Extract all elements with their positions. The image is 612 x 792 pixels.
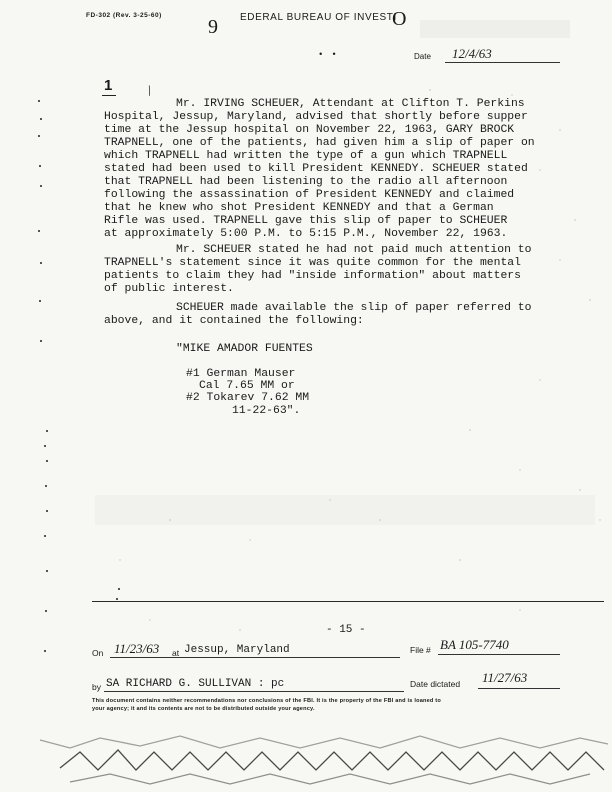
para1-line: that he knew who shot President KENNEDY and that a German xyxy=(104,202,494,214)
page-marker-underline xyxy=(102,95,116,96)
para1-line: TRAPNELL, one of the patients, had given him a slip of paper on xyxy=(104,137,535,149)
slip-name: "MIKE AMADOR FUENTES xyxy=(176,343,313,355)
date-underline xyxy=(445,62,560,63)
by-label: by xyxy=(92,682,101,692)
slip-line: 11-22-63". xyxy=(232,405,301,417)
page-number: - 15 - xyxy=(326,624,366,636)
check-mark: ⁄ xyxy=(142,82,158,102)
para1-line: time at the Jessup hospital on November 22, 1963, GARY BROCK xyxy=(104,124,515,136)
file-underline xyxy=(438,654,560,655)
by-value: SA RICHARD G. SULLIVAN : pc xyxy=(106,678,285,690)
on-label: On xyxy=(92,648,104,658)
para3-line: SCHEUER made available the slip of paper referred to xyxy=(176,302,532,314)
slip-line: #2 Tokarev 7.62 MM xyxy=(186,392,310,404)
para1-line: Mr. IRVING SCHEUER, Attendant at Clifton T. Perkins xyxy=(176,98,525,110)
para1-line: Rifle was used. TRAPNELL gave this slip of paper to SCHEUER xyxy=(104,215,508,227)
on-at-underline xyxy=(110,657,400,658)
para1-line: that TRAPNELL had been listening to the radio all afternoon xyxy=(104,176,508,188)
date-value: 12/4/63 xyxy=(452,46,492,61)
disclaimer-line: This document contains neither recommendations nor conclusions of the FBI. It is the property of the FBI and is loaned to xyxy=(92,698,441,704)
agency-title: EDERAL BUREAU OF INVESTI xyxy=(240,12,397,23)
page-marker: 1 xyxy=(104,77,113,94)
para2-line: patients to claim they had "inside information" about matters xyxy=(104,270,521,282)
file-label: File # xyxy=(410,645,431,655)
dictated-label: Date dictated xyxy=(410,679,461,689)
slip-line: #1 German Mauser xyxy=(186,368,296,380)
para2-line: TRAPNELL's statement since it was quite common for the mental xyxy=(104,257,521,269)
footer-rule xyxy=(92,601,604,602)
date-label: Date xyxy=(414,52,431,61)
handwritten-mark: 9 xyxy=(208,16,218,38)
slip-line: Cal 7.65 MM or xyxy=(199,380,295,392)
handwritten-circle: O xyxy=(392,8,407,30)
at-label: at xyxy=(172,648,180,658)
para1-line: at approximately 5:00 P.M. to 5:15 P.M., November 22, 1963. xyxy=(104,228,508,240)
para1-line: which TRAPNELL had written the type of a gun which TRAPNELL xyxy=(104,150,508,162)
para2-line: of public interest. xyxy=(104,283,234,295)
form-id: FD-302 (Rev. 3-25-60) xyxy=(86,12,162,19)
para3-line: above, and it contained the following: xyxy=(104,315,364,327)
at-value: Jessup, Maryland xyxy=(184,644,290,656)
header-marks: •• xyxy=(318,50,345,60)
by-underline xyxy=(104,691,404,692)
para1-line: stated had been used to kill President KENNEDY. SCHEUER stated xyxy=(104,163,528,175)
dictated-value: 11/27/63 xyxy=(482,670,528,685)
dictated-underline xyxy=(478,688,560,689)
file-value: BA 105-7740 xyxy=(440,637,509,652)
para2-line: Mr. SCHEUER stated he had not paid much attention to xyxy=(176,244,532,256)
para1-line: following the assassination of President KENNEDY and claimed xyxy=(104,189,515,201)
disclaimer-line: your agency; it and its contents are not to be distributed outside your agency. xyxy=(92,706,315,712)
para1-line: Hospital, Jessup, Maryland, advised that shortly before supper xyxy=(104,111,528,123)
on-value: 11/23/63 xyxy=(114,641,160,656)
